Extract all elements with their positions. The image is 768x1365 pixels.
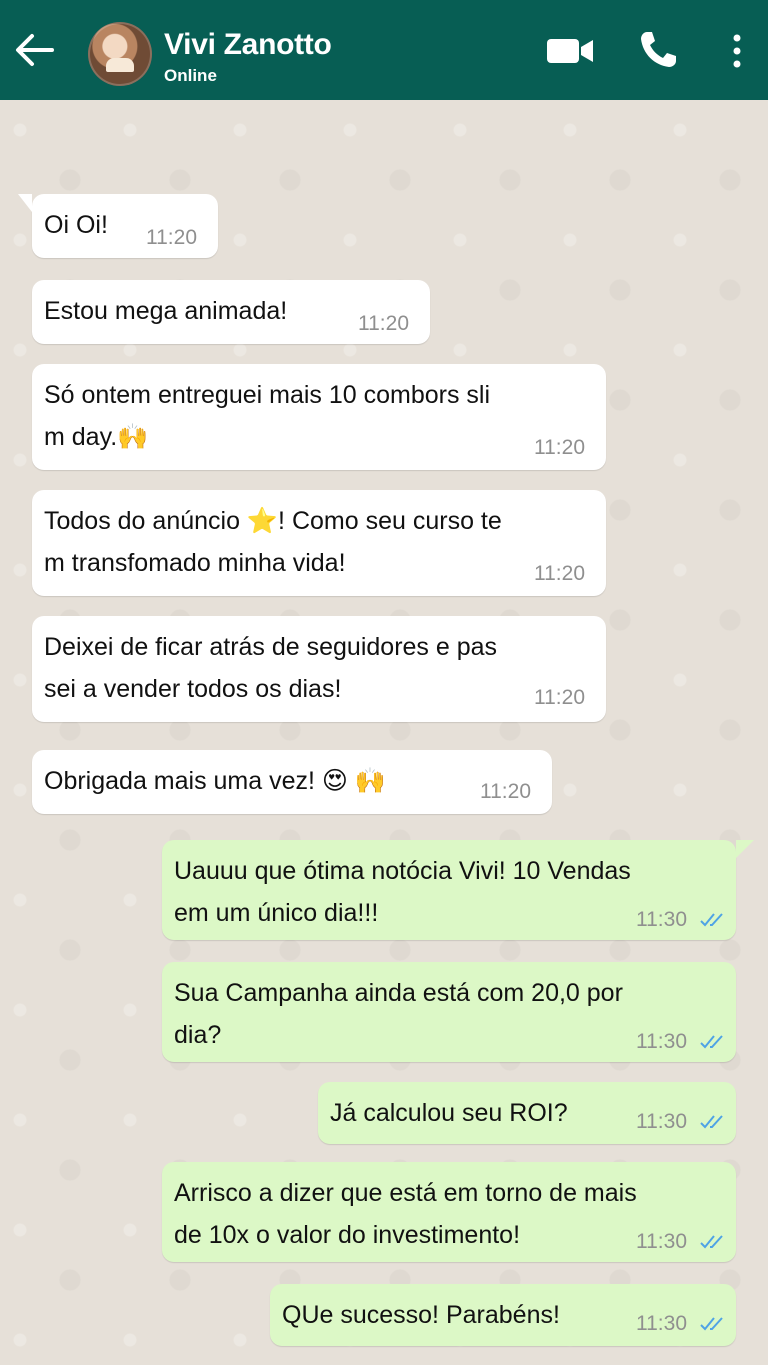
message-text: Deixei de ficar atrás de seguidores e pas sei a vender todos os dias! xyxy=(44,633,498,703)
message-text: Só ontem entreguei mais 10 combors sli m day.🙌 xyxy=(44,381,491,451)
message-text: Uauuu que ótima notócia Vivi! 10 Vendas em um único dia!!! xyxy=(174,857,631,927)
message-outgoing[interactable] xyxy=(162,1162,736,1262)
message-incoming[interactable] xyxy=(32,194,218,258)
message-outgoing[interactable] xyxy=(318,1082,736,1144)
message-time: 11:20 xyxy=(534,562,585,585)
message-text: Sua Campanha ainda está com 20,0 por dia? xyxy=(174,979,623,1049)
message-incoming[interactable] xyxy=(32,750,552,814)
message-outgoing[interactable] xyxy=(162,962,736,1062)
contact-status: Online xyxy=(164,66,217,85)
more-options-icon[interactable] xyxy=(728,32,746,70)
message-outgoing[interactable] xyxy=(270,1284,736,1346)
message-time: 11:20 xyxy=(480,780,531,803)
message-time: 11:20 xyxy=(358,312,409,335)
message-incoming[interactable] xyxy=(32,616,606,722)
message-text: Oi Oi! xyxy=(44,211,108,239)
message-text: Obrigada mais uma vez! 😍 🙌 xyxy=(44,767,387,795)
contact-name[interactable]: Vivi Zanotto xyxy=(164,28,332,61)
message-time: 11:30 xyxy=(636,1030,687,1053)
message-outgoing[interactable] xyxy=(162,840,736,940)
message-text: Já calculou seu ROI? xyxy=(330,1099,568,1127)
read-receipt-icon xyxy=(700,912,726,928)
video-call-icon[interactable] xyxy=(546,36,594,66)
message-incoming[interactable] xyxy=(32,364,606,470)
message-text: Estou mega animada! xyxy=(44,297,288,325)
message-time: 11:30 xyxy=(636,1312,687,1335)
message-incoming[interactable] xyxy=(32,490,606,596)
read-receipt-icon xyxy=(700,1114,726,1130)
back-arrow-icon[interactable] xyxy=(12,30,58,70)
message-time: 11:20 xyxy=(534,436,585,459)
message-text: Todos do anúncio ⭐! Como seu curso te m transfomado minha vida! xyxy=(44,507,502,577)
message-time: 11:20 xyxy=(534,686,585,709)
chat-header xyxy=(0,0,768,100)
read-receipt-icon xyxy=(700,1316,726,1332)
message-text: QUe sucesso! Parabéns! xyxy=(282,1301,560,1329)
message-time: 11:30 xyxy=(636,1230,687,1253)
contact-avatar[interactable] xyxy=(88,22,152,86)
read-receipt-icon xyxy=(700,1234,726,1250)
message-time: 11:20 xyxy=(146,226,197,249)
message-time: 11:30 xyxy=(636,908,687,931)
read-receipt-icon xyxy=(700,1034,726,1050)
message-text: Arrisco a dizer que está em torno de mais de 10x o valor do investimento! xyxy=(174,1179,637,1249)
voice-call-icon[interactable] xyxy=(637,29,679,71)
message-incoming[interactable] xyxy=(32,280,430,344)
message-time: 11:30 xyxy=(636,1110,687,1133)
